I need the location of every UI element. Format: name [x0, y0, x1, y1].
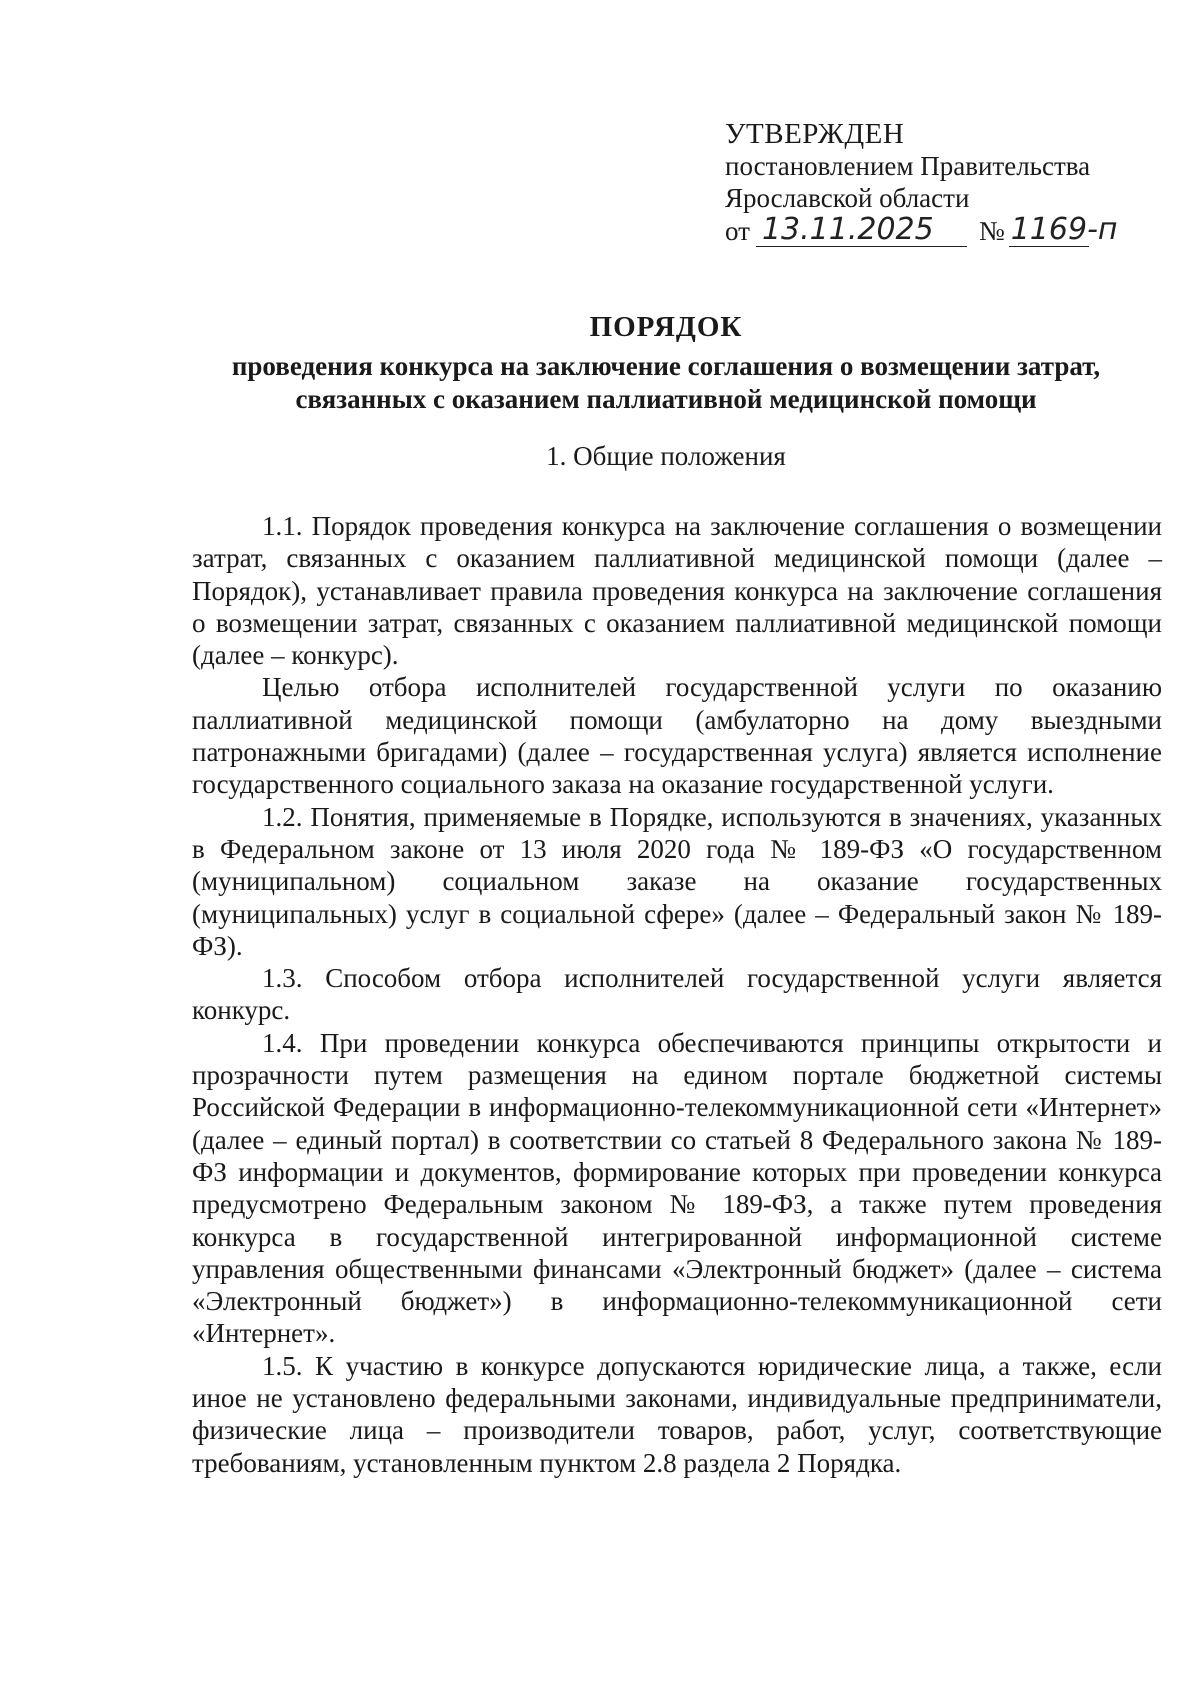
document-title: ПОРЯДОК — [589, 311, 743, 343]
paragraph: 1.2. Понятия, применяемые в Порядке, используются в значениях, указанных в Федеральном законе от 13 июля 2020 года № 189-ФЗ «О государственном (муниципальном) социальном заказе на оказание государственных (муниципальных) услуг в социальной сфере» (далее – Федеральный закон № 189-ФЗ). — [192, 801, 1162, 961]
approval-line-2: Ярославской области — [725, 183, 970, 213]
date-prefix: от — [725, 216, 750, 246]
document-subtitle: проведения конкурса на заключение соглашения о возмещении затрат, связанных с оказанием паллиативной медицинской помощи — [231, 351, 1101, 414]
paragraph: 1.4. При проведении конкурса обеспечиваются принципы открытости и прозрачности путем размещения на едином портале бюджетной системы Российской Федерации в информационно-телекоммуникационной сети «Интернет» (далее – единый портал) в соответствии со статьей 8 Федерального закона № 189-ФЗ информации и документов, формирование которых при проведении конкурса предусмотрено Федеральным законом № 189-ФЗ, а также путем проведения конкурса в государственной интегрированной информационной системе управления общественными финансами «Электронный бюджет» (далее – система «Электронный бюджет») в информационно-телекоммуникационной сети «Интернет». — [192, 1027, 1162, 1349]
approval-line-1: постановлением Правительства — [725, 151, 1091, 181]
paragraph: Целью отбора исполнителей государственной услуги по оказанию паллиативной медицинской помощи (амбулаторно на дому выездными патронажными бригадами) (далее – государственная услуга) является исполнение государственного социального заказа на оказание государственной услуги. — [192, 672, 1162, 800]
approval-stamp-block — [725, 118, 1155, 247]
handwritten-number: 1169-п — [1010, 212, 1118, 247]
approval-date-number-line — [725, 214, 1155, 247]
number-field — [1009, 212, 1118, 247]
paragraph: 1.1. Порядок проведения конкурса на заключение соглашения о возмещении затрат, связанных с оказанием паллиативной медицинской помощи (далее – Порядок), устанавливает правила проведения конкурса на заключение соглашения о возмещении затрат, связанных с оказанием паллиативной медицинской помощи (далее – конкурс). — [192, 511, 1162, 671]
number-prefix: № — [978, 216, 1005, 246]
paragraph: 1.5. К участию в конкурсе допускаются юридические лица, а также, если иное не установлено федеральными законами, индивидуальные предприниматели, физические лица – производители товаров, работ, услуг, соответствующие требованиям, установленным пунктом 2.8 раздела 2 Порядка. — [192, 1350, 1162, 1478]
document-body — [192, 510, 1162, 1479]
handwritten-date: 13.11.2025 — [761, 212, 934, 247]
paragraph: 1.3. Способом отбора исполнителей государственной услуги является конкурс. — [192, 963, 1162, 1026]
approval-title: УТВЕРЖДЕН — [725, 118, 905, 150]
date-field — [756, 214, 967, 247]
section-heading: 1. Общие положения — [546, 441, 786, 471]
